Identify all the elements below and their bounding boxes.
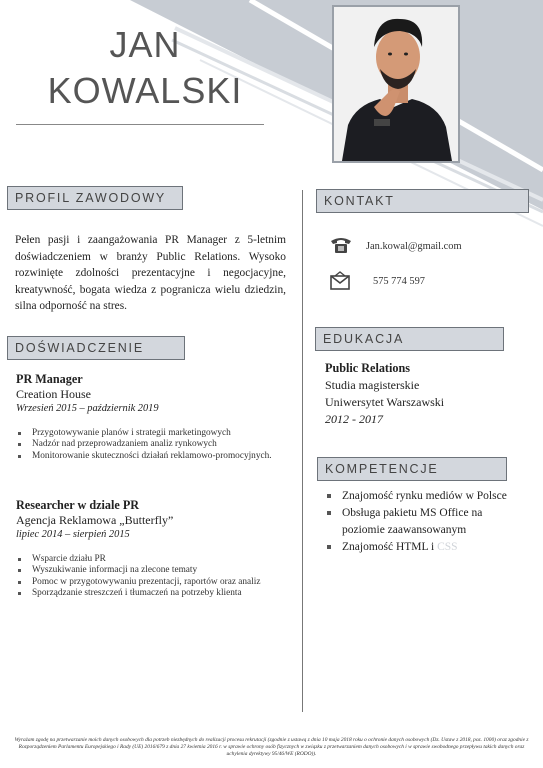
list-item: Obsługa pakietu MS Office na poziomie zaawansowanym <box>325 505 515 539</box>
portrait-icon <box>334 7 458 161</box>
first-name: JAN <box>109 24 181 65</box>
name-divider <box>16 124 264 125</box>
profile-summary: Pełen pasji i zaangażowania PR Manager z 5-letnim doświadczeniem w branży Public Relations. Wysoko rozwinięte zdolności prezentacyjne i negocjacyjne, kreatywność, bogata wiedza z pogranicza wielu dziedzin, silna odporność na stres. <box>15 234 286 312</box>
list-item: Sporządzanie streszczeń i tłumaczeń na potrzeby klienta <box>16 588 286 599</box>
contact-phone-row <box>330 271 425 291</box>
list-item: Znajomość rynku mediów w Polsce <box>325 488 515 505</box>
list-item <box>325 539 515 556</box>
envelope-icon <box>330 271 352 291</box>
column-divider <box>302 190 303 712</box>
gdpr-consent-clause: Wyrażam zgodę na przetwarzanie moich danych osobowych dla potrzeb niezbędnych do realizacji procesu rekrutacji (zgodnie z ustawą z dnia 10 maja 2018 roku o ochronie danych osobowych (Dz. Ustaw z 2018, poz. 1000) oraz zgodnie z Rozporządzeniem Parlamentu Europejskiego i Rady (UE) 2016/679 z dnia 27 kwietnia 2016 r. w sprawie ochrony osób fizycznych w związku z przetwarzaniem danych osobowych i w sprawie swobodnego przepływu takich danych oraz uchylenia dyrektywy 95/46/WE (RODO)). <box>14 737 529 758</box>
skill-html-faded-text: CSS <box>437 541 458 553</box>
education-entry <box>325 360 525 428</box>
list-item: Monitorowanie skuteczności działań reklamowo-promocyjnych. <box>16 451 286 462</box>
skills-list <box>325 488 515 556</box>
list-item: Pomoc w przygotowywaniu prezentacji, raportów oraz analiz <box>16 577 286 588</box>
list-item: Wyszukiwanie informacji na zlecone tematy <box>16 565 286 576</box>
list-item: Wsparcie działu PR <box>16 554 286 565</box>
section-header-skills: KOMPETENCJE <box>317 457 507 481</box>
job-company: Creation House <box>16 387 91 401</box>
phone-icon <box>330 236 352 256</box>
section-header-education: EDUKACJA <box>315 327 504 351</box>
education-field: Public Relations <box>325 361 410 375</box>
contact-phone[interactable]: 575 774 597 <box>373 275 425 287</box>
section-header-contact: KONTAKT <box>316 189 529 213</box>
job-entry <box>16 498 286 600</box>
section-header-experience: DOŚWIADCZENIE <box>7 336 185 360</box>
list-item: Nadzór nad przeprowadzaniem analiz rynkowych <box>16 439 286 450</box>
job-duties <box>16 554 286 600</box>
education-school: Uniwersytet Warszawski <box>325 395 445 409</box>
skill-html-text: Znajomość HTML i <box>342 541 438 553</box>
job-title: PR Manager <box>16 372 83 386</box>
contact-email-row <box>330 236 462 256</box>
section-header-profile: PROFIL ZAWODOWY <box>7 186 183 210</box>
job-duties <box>16 428 286 462</box>
education-years: 2012 - 2017 <box>325 412 383 426</box>
job-dates: Wrzesień 2015 – październik 2019 <box>16 403 159 414</box>
job-company: Agencja Reklamowa „Butterfly” <box>16 513 174 527</box>
job-dates: lipiec 2014 – sierpień 2015 <box>16 529 130 540</box>
job-entry <box>16 372 286 462</box>
portrait-photo <box>332 5 460 163</box>
list-item: Przygotowywanie planów i strategii marketingowych <box>16 428 286 439</box>
job-title: Researcher w dziale PR <box>16 498 140 512</box>
education-level: Studia magisterskie <box>325 378 420 392</box>
last-name: KOWALSKI <box>47 70 243 111</box>
contact-email[interactable]: Jan.kowal@gmail.com <box>366 240 462 252</box>
